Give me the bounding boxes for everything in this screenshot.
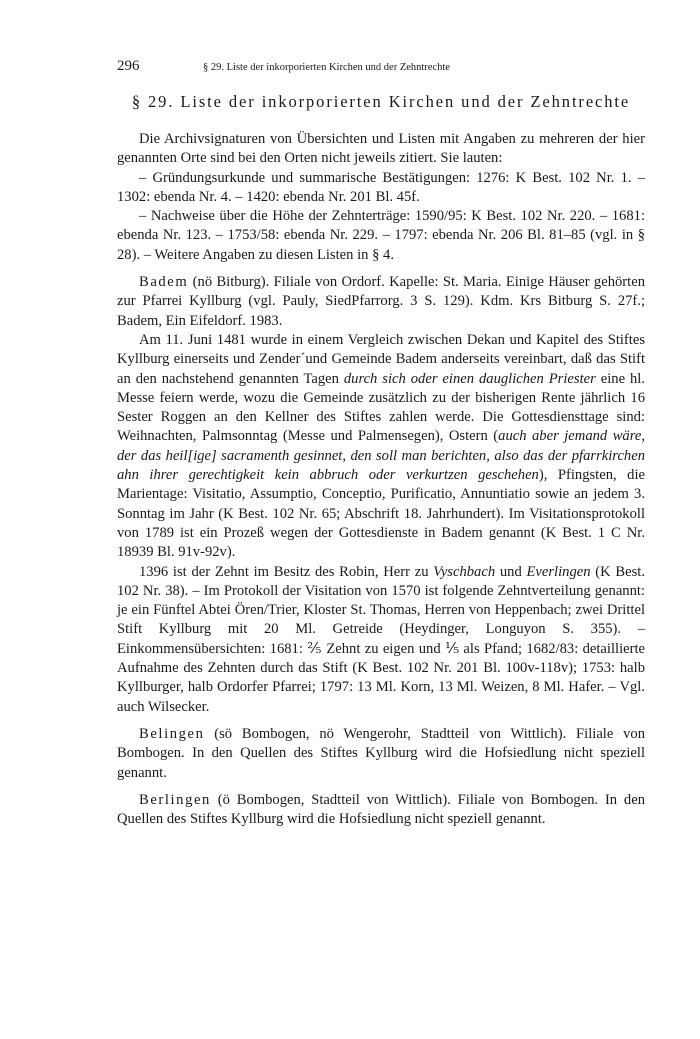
entry-berlingen [117,791,645,830]
intro-paragraph: Die Archivsignaturen von Übersichten und Listen mit Angaben zu mehreren der hier genannten Orte sind bei den Orten nicht jeweils zitiert. Sie lauten: [117,131,645,167]
entry-badem [117,273,645,331]
text-run: eine hl. Messe feiern werde, wozu die Gemeinde zusätzlich zu der bisherigen Rente jährlich 16 Sester Roggen an den Kellner des Stiftes zahlen werde. Die Gottesdiensttage sind: Weihnachten, Palmsonntag (Messe und Palmensegen), Ostern ( [117,370,645,445]
text-run: und [495,563,527,580]
text-run: 1396 ist der Zehnt im Besitz des Robin, Herr zu [139,563,434,580]
text-run: Am 11. Juni 1481 wurde in einem Vergleich zwischen Dekan und Kapitel des Stiftes Kyllburg einerseits und Zender´und Gemeinde Badem anderseits vereinbart, daß das Stift an den nachstehend genannten Tagen [117,331,645,387]
intro-list-item: – Gründungsurkunde und summarische Bestätigungen: 1276: K Best. 102 Nr. 1. – 1302: ebenda Nr. 4. – 1420: ebenda Nr. 201 Bl. 45f. [117,169,645,205]
entry-paragraph [117,563,645,717]
entry-text: (sö Bombogen, nö Wengerohr, Stadtteil von Wittlich). Filiale von Bombogen. In den Quellen des Stiftes Kyllburg wird die Hofsiedlung nicht speziell genannt. [117,725,645,781]
entry-paragraph [117,331,645,563]
entry-text: (ö Bombogen, Stadtteil von Wittlich). Filiale von Bombogen. In den Quellen des Stiftes Kyllburg wird die Hofsiedlung nicht speziell genannt. [117,791,645,828]
text-run: ), Pfingsten, die Marientage: Visitatio, Assumptio, Conceptio, Purificatio, Annuntiatio sowie an jedem 3. Sonntag im Jahr (K Best. 102 Nr. 65; Abschrift 18. Jahrhundert). Im Visitationsprotokoll von 1789 ist ein Prozeß wegen der Gottesdienste in Badem genannt (K Best. 1 C Nr. 18939 Bl. 91v-92v). [117,467,645,561]
entry-text: (nö Bitburg). Filiale von Ordorf. Kapelle: St. Maria. Einige Häuser gehörten zur Pfarrei Kyllburg (vgl. Pauly, SiedPfarrorg. 3 S. 129). Kdm. Krs Bitburg S. 27f.; Badem, Ein Eifeldorf. 1983. [117,274,645,329]
intro-list-item: – Nachweise über die Höhe der Zehnterträge: 1590/95: K Best. 102 Nr. 220. – 1681: ebenda Nr. 123. – 1753/58: ebenda Nr. 229. – 1797: ebenda Nr. 206 Bl. 81–85 (vgl. in § 28). – Weitere Angaben zu diesen Listen in § 4. [117,208,645,263]
quoted-place-name: Vyschbach [433,563,496,580]
quoted-source-text: auch aber jemand wäre, der das heil[ige] sacramenth gesinnet, den soll man berichten, also das der pfarrkirchen ahn ihrer gerechtigkeit kein abbruch oder verkurtzen geschehen [117,428,645,484]
running-title: § 29. Liste der inkorporierten Kirchen und der Zehntrechte [203,62,450,73]
entry-belingen [117,725,645,783]
place-name: Belingen [139,725,205,742]
running-header [117,58,645,80]
text-run: (K Best. 102 Nr. 38). – Im Protokoll der Visitation von 1570 ist folgende Zehntverteilung genannt: je ein Fünftel Abtei Ören/Trier, Kloster St. Thomas, Herren von Heppenbach; zwei Drittel Stift Kyllburg mit 20 Ml. Getreide (Heydinger, Longuyon S. 355). – Einkommensübersichten: 1681: ⅖ Zehnt zu eigen und ⅕ als Pfand; 1682/83: detaillierte Aufnahme des Zehnten durch das Stift (K Best. 102 Nr. 201 Bl. 100v-118v); 1753: halb Kyllburger, halb Ordorfer Pfarrei; 1797: 13 Ml. Korn, 13 Ml. Weizen, 8 Ml. Hafer. – Vgl. auch Wilsecker. [117,563,646,715]
quoted-source-text: durch sich oder einen dauglichen Priester [343,370,596,387]
place-name: Berlingen [139,791,211,808]
document-page [117,58,645,829]
section-title: § 29. Liste der inkorporierten Kirchen und der Zehntrechte [131,92,631,111]
quoted-place-name: Everlingen [526,563,591,580]
page-number: 296 [117,58,140,74]
place-name: Badem [139,274,189,291]
